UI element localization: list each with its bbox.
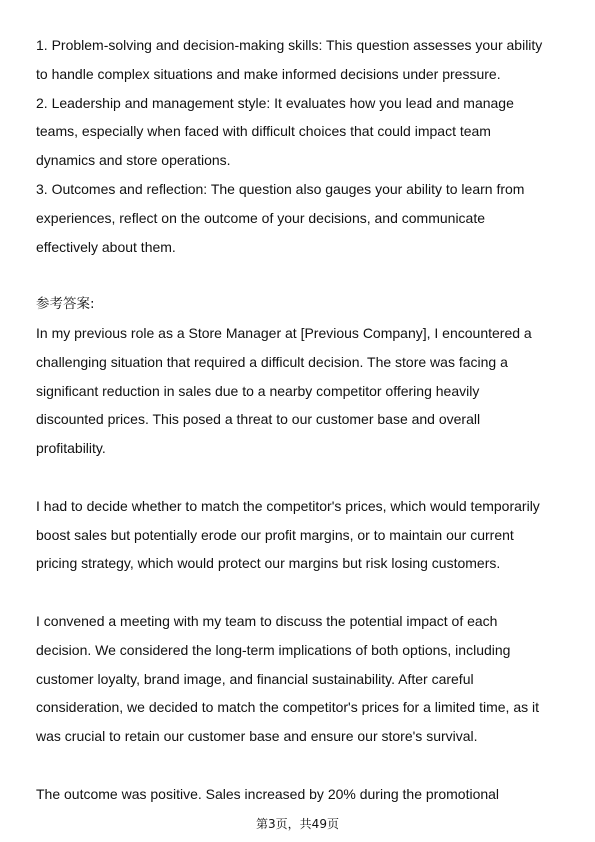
document-body [36,31,566,809]
text-line: significant reduction in sales due to a nearby competitor offering heavily [36,382,480,399]
text-line: experiences, reflect on the outcome of your decisions, and communicate [36,209,486,226]
paragraph-gap [36,261,566,290]
text-line: consideration, we decided to match the competitor's prices for a limited time, as it [36,699,540,716]
text-line: discounted prices. This posed a threat to our customer base and overall [36,411,481,428]
text-line: pricing strategy, which would protect our margins but risk losing customers. [36,555,501,572]
text-line: was crucial to retain our customer base and ensure our store's survival. [36,728,478,745]
paragraph-gap [36,463,566,492]
text-line: dynamics and store operations. [36,152,231,169]
answer-heading: 参考答案: [36,296,95,313]
text-line: teams, especially when faced with difficult choices that could impact team [36,123,491,140]
text-line: 2. Leadership and management style: It evaluates how you lead and manage [36,94,514,111]
paragraph-gap [36,751,566,780]
text-line: effectively about them. [36,238,176,255]
text-line: 3. Outcomes and reflection: The question also gauges your ability to learn from [36,180,525,197]
text-line: boost sales but potentially erode our profit margins, or to maintain our current [36,526,514,543]
text-line: challenging situation that required a difficult decision. The store was facing a [36,353,508,370]
text-line: profitability. [36,440,106,457]
paragraph-gap [36,578,566,607]
text-line: I had to decide whether to match the competitor's prices, which would temporarily [36,497,540,514]
text-line: decision. We considered the long-term implications of both options, including [36,641,511,658]
text-line: I convened a meeting with my team to discuss the potential impact of each [36,612,498,629]
page-number-footer: 第3页，共49页 [256,817,339,831]
text-line: In my previous role as a Store Manager at [Previous Company], I encountered a [36,324,532,341]
text-line: 1. Problem-solving and decision-making skills: This question assesses your ability [36,37,543,53]
text-line: The outcome was positive. Sales increased by 20% during the promotional [36,785,500,802]
text-line: to handle complex situations and make informed decisions under pressure. [36,65,501,82]
text-line: customer loyalty, brand image, and financial sustainability. After careful [36,670,474,687]
